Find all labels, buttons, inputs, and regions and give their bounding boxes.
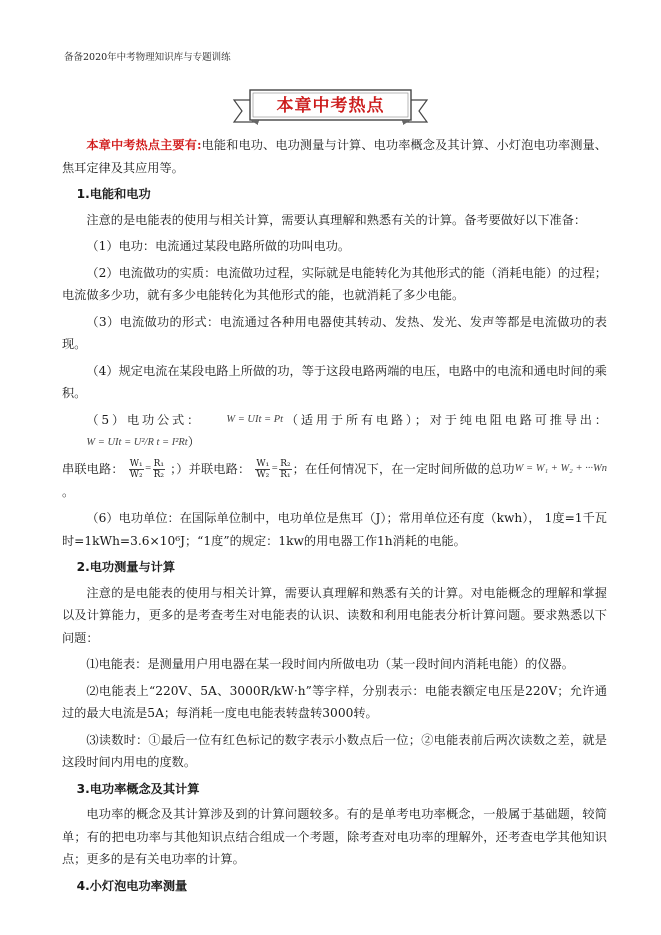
intro-label: 本章中考热点主要有: xyxy=(86,138,202,152)
s2-para-1: 注意的是电能表的使用与相关计算，需要认真理解和熟悉有关的计算。对电能概念的理解和掌握以及计算能力，更多的是考查考生对电能表的认识、读数和利用电能表分析计算问题。要求熟悉以下问题： xyxy=(62,585,607,645)
formula-line-a: （5）电功公式： xyxy=(86,412,202,427)
banner-title: 本章中考热点 xyxy=(276,95,385,116)
header-note: 备备2020年中考物理知识库与专题训练 xyxy=(64,52,231,63)
s1-series-line xyxy=(62,458,607,503)
s3-para-1: 电功率的概念及其计算涉及到的计算问题较多。有的是单考电功率概念，一般属于基础题，较简单；有的把电功率与其他知识点结合组成一个考题，除考查对电功率的理解外，还考查电学其他知识点；更多的是有关电功率的计算。 xyxy=(62,807,607,867)
s2-para-3: ⑵电能表上“220V、5A、3000R/kW·h”等字样，分别表示：电能表额定电压是220V；允许通过的最大电流是5A；每消耗一度电电能表转盘转3000转。 xyxy=(62,683,607,721)
s1-unit-para: （6）电功单位：在国际单位制中，电功单位是焦耳（J）；常用单位还有度（kwh）， 1度=1千瓦时=1kWh=3.6×10⁶J；“1度”的规定：1kw的用电器工作1h消耗的电能。 xyxy=(62,511,607,548)
frac-den: W₂ xyxy=(129,470,143,480)
s1-para-3: （2）电流做功的实质：电流做功过程，实际就是电能转化为其他形式的能（消耗电能）的过程；电流做多少功，就有多少电能转化为其他形式的能，也就消耗了多少电能。 xyxy=(62,265,607,302)
frac-num: R₂ xyxy=(280,459,291,469)
s2-para-4: ⑶读数时：①最后一位有红色标记的数字表示小数点后一位；②电能表前后两次读数之差，就是这段时间内用电的度数。 xyxy=(62,732,607,770)
s1-para-5: （4）规定电流在某段电路上所做的功，等于这段电路两端的电压，电路中的电流和通电时间的乘积。 xyxy=(62,363,607,400)
intro-text: 电能和电功、电功测量与计算、电功率概念及其计算、小灯泡电功率测量、焦耳定律及其应用等。 xyxy=(62,138,607,175)
section-heading-3: 3.电功率概念及其计算 xyxy=(76,781,200,796)
equals-sign: = xyxy=(144,463,152,475)
frac-den: R₂ xyxy=(153,470,165,480)
intro-paragraph xyxy=(62,134,607,179)
parallel-ratio-r xyxy=(279,459,291,480)
total-work-formula: W = W₁ + W₂ + ···W xyxy=(514,463,602,475)
section-heading-4: 4.小灯泡电功率测量 xyxy=(76,878,188,893)
frac-num: W₁ xyxy=(129,459,143,469)
s1-formula-line xyxy=(62,409,607,455)
total-work-label: ；在任何情况下，在一定时间所做的总功 xyxy=(292,462,515,476)
s2-para-2: ⑴电能表：是测量用户用电器在某一段时间内所做电功（某一段时间内消耗电能）的仪器。 xyxy=(86,657,574,672)
frac-num: W₁ xyxy=(256,459,270,469)
series-line-end: 。 xyxy=(62,484,75,499)
s1-para-1: 注意的是电能表的使用与相关计算，需要认真理解和熟悉有关的计算。备考要做好以下准备： xyxy=(86,212,587,227)
section-heading-2: 2.电功测量与计算 xyxy=(76,560,176,575)
series-ratio-w xyxy=(129,459,144,480)
s1-para-2: （1）电功：电流通过某段电路所做的功叫电功。 xyxy=(86,239,351,253)
work-formula: W = UIt = Pt xyxy=(226,413,284,425)
frac-num: R₁ xyxy=(153,459,165,469)
section-heading-1: 1.电能和电功 xyxy=(76,187,151,201)
resistive-formula: W = UIt = U²/R t = I²Rt xyxy=(86,436,188,448)
document-body xyxy=(62,134,607,900)
equals-sign: = xyxy=(271,463,279,475)
s1-para-4: （3）电流做功的形式：电流通过各种用电器使其转动、发热、发光、发声等都是电流做功的表现。 xyxy=(62,314,607,351)
total-work-sub: n xyxy=(601,463,608,475)
frac-den: R₁ xyxy=(280,470,291,480)
series-label: 串联电路： xyxy=(62,462,124,476)
formula-line-c: ） xyxy=(187,435,200,450)
chapter-banner xyxy=(232,86,429,128)
frac-den: W₂ xyxy=(256,470,270,480)
series-ratio-r xyxy=(153,459,165,480)
parallel-label: ；）并联电路： xyxy=(170,462,251,476)
parallel-ratio-w xyxy=(255,459,270,480)
formula-line-b: （适用于所有电路）；对于纯电阻电路可推导出： xyxy=(283,412,607,427)
